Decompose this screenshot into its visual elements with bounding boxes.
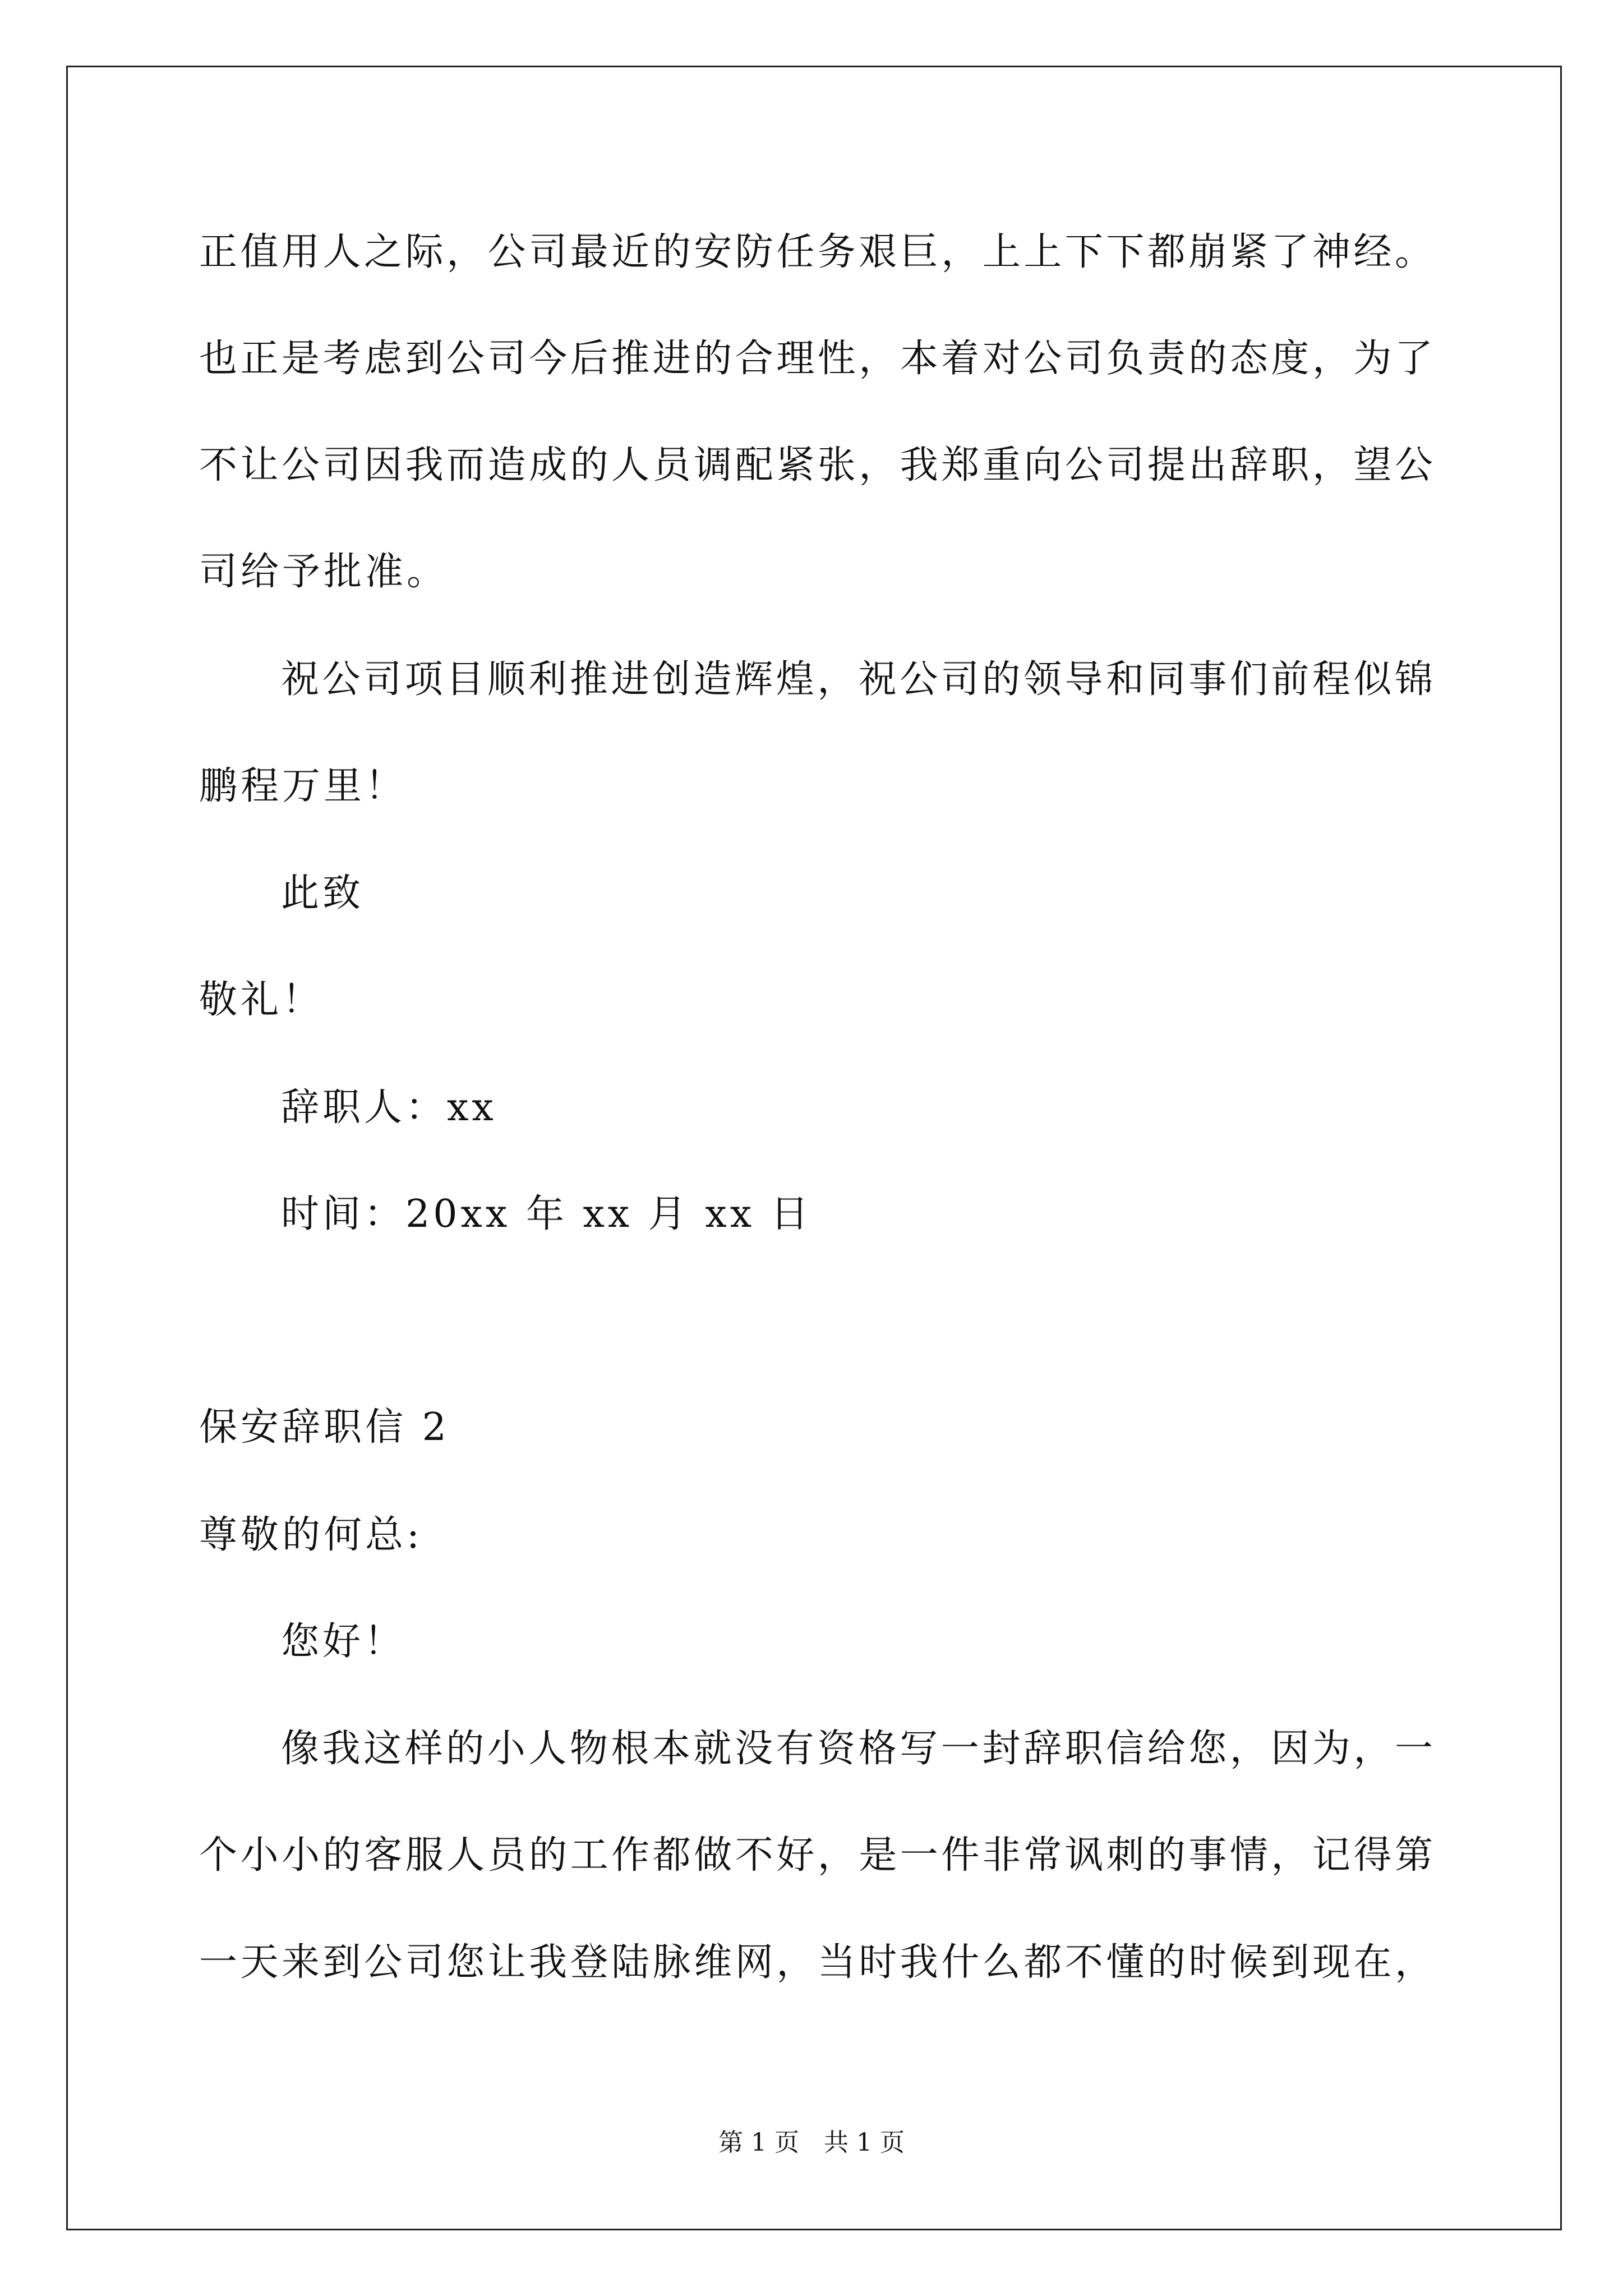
page-frame: [66, 66, 1562, 2230]
closing-regards: 敬礼！: [199, 978, 324, 1022]
paragraph-line: 正值用人之际，公司最近的安防任务艰巨，上上下下都崩紧了神经。: [199, 230, 1433, 274]
closing-salutation: 此致: [281, 871, 365, 915]
section-title: 保安辞职信 2: [199, 1405, 450, 1450]
paragraph-line: 祝公司项目顺利推进创造辉煌，祝公司的领导和同事们前程似锦: [281, 657, 1433, 702]
paragraph-line: 像我这样的小人物根本就没有资格写一封辞职信给您，因为，一: [281, 1727, 1433, 1771]
greeting-recipient: 尊敬的何总:: [199, 1513, 423, 1557]
paragraph-line: 司给予批准。: [199, 550, 449, 594]
paragraph-line: 不让公司因我而造成的人员调配紧张，我郑重向公司提出辞职，望公: [199, 443, 1433, 487]
paragraph-line: 一天来到公司您让我登陆脉维网，当时我什么都不懂的时候到现在，: [199, 1940, 1433, 1985]
page-footer: 第 1 页 共 1 页: [718, 2128, 905, 2157]
greeting: 您好！: [281, 1619, 406, 1664]
paragraph-line: 鹏程万里！: [199, 764, 407, 808]
paragraph-line: 也正是考虑到公司今后推进的合理性，本着对公司负责的态度，为了: [199, 337, 1433, 381]
paragraph-line: 个小小的客服人员的工作都做不好，是一件非常讽刺的事情，记得第: [199, 1833, 1433, 1878]
signature-line: 辞职人：xx: [281, 1085, 497, 1130]
date-line: 时间：20xx 年 xx 月 xx 日: [281, 1192, 812, 1236]
